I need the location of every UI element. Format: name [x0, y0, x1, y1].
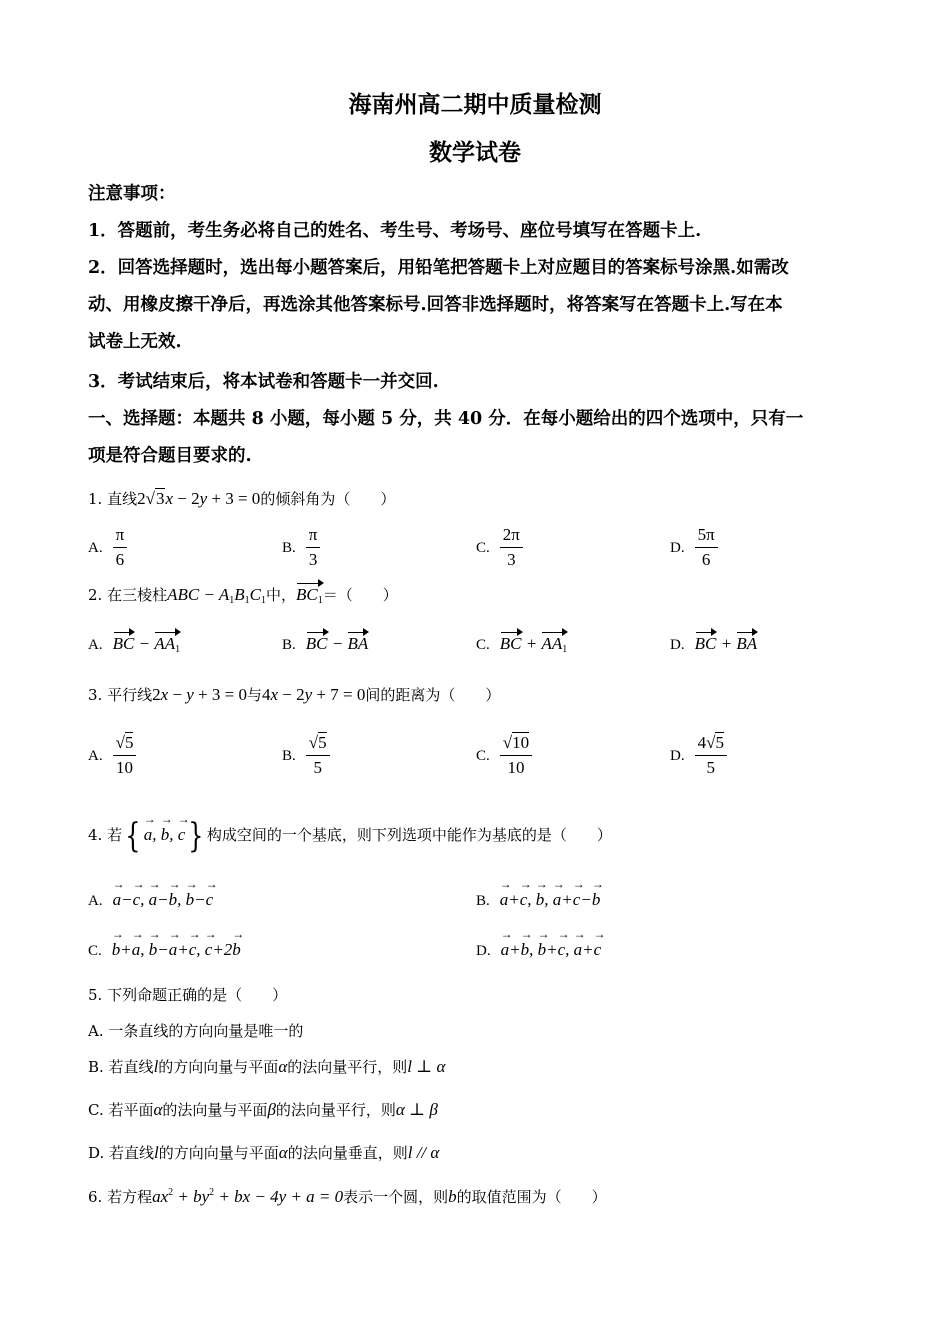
- question-3-stem: 3. 平行线2x − y + 3 = 0与4x − 2y + 7 = 0间的距离为（ ）: [88, 685, 501, 704]
- notice-item-2-line-2: 动、用橡皮擦干净后，再选涂其他答案标号.回答非选择题时，将答案写在答题卡上.写在本: [88, 295, 783, 315]
- question-2-option-d: D. BC + BA: [670, 634, 758, 653]
- question-2-prefix: 2. 在三棱柱: [88, 586, 168, 604]
- question-4-option-d: D.→ a+→ b, → b+→ c, → a+→ c: [476, 940, 601, 960]
- question-6-stem: 6. 若方程$ax^2 + by^2$ + bx − 4y + a = 0表示一个圆，则b的取值范围为（ ）: [88, 1187, 607, 1206]
- question-2-option-a: A. BC − $AA_1$: [88, 634, 181, 655]
- question-4-stem: 4. 若{→ a, → b, → c} 构成空间的一个基底，则下列选项中能作为基底的是（ ）: [88, 816, 612, 856]
- notice-heading: 注意事项：: [88, 184, 176, 204]
- exam-subtitle: 数学试卷: [429, 139, 521, 166]
- question-5-option-a: A. 一条直线的方向向量是唯一的: [88, 1022, 304, 1040]
- question-3-option-d: D. $\frac{4√5}{5}$: [670, 733, 727, 778]
- question-3-line-2: 4x − 2y + 7 = 0: [261, 685, 366, 704]
- notice-item-2-line-3: 试卷上无效.: [88, 332, 182, 352]
- question-1-stem: [88, 488, 395, 509]
- question-4-basis: → a, → b, → c: [144, 825, 186, 844]
- question-3-option-b: B. $\frac{√5}{5}$: [282, 733, 330, 778]
- question-5-option-b: B. 若直线l的方向向量与平面α的法向量平行，则l ⊥ α: [88, 1057, 446, 1076]
- question-3-line-1: 2x − y + 3 = 0: [152, 685, 247, 704]
- question-5-option-c: C. 若平面α的法向量与平面β的法向量平行，则α ⊥ β: [88, 1100, 438, 1119]
- question-4-option-b: B.→ a+→ c, → b, → a+→ c−→ b: [476, 890, 600, 910]
- question-5-option-d: D. 若直线l的方向向量与平面α的法向量垂直，则l // α: [88, 1143, 440, 1162]
- notice-item-1: 1．答题前，考生务必将自己的姓名、考生号、考场号、座位号填写在答题卡上.: [88, 221, 702, 241]
- question-2-stem: 2. 在三棱柱ABC − $A_1B_1C_1$中，$BC_1=$（ ）: [88, 585, 398, 606]
- question-1-option-a: A. $\frac{\pi}{6}$: [88, 525, 127, 570]
- question-4-option-c: C.→ b+→ a, → b−→ a+→ c, → c+2→ b: [88, 940, 241, 960]
- question-4-option-a: A.→ a−→ c, → a−→ b, → b−→ c: [88, 890, 213, 910]
- question-2-prism: ABC − $A_1B_1C_1$: [167, 585, 266, 606]
- notice-item-3: 3．考试结束后，将本试卷和答题卡一并交回.: [88, 372, 439, 392]
- question-1-equation: 2√3x − 2y + 3 = 0: [137, 489, 261, 508]
- exam-title: 海南州高二期中质量检测: [348, 91, 602, 118]
- question-2-option-c: C. BC + $AA_1$: [476, 634, 568, 655]
- question-1-option-c: C. $\frac{2\pi}{3}$: [476, 525, 523, 570]
- question-6-equation: $ax^2 + by^2$ + bx − 4y + a = 0: [152, 1187, 344, 1206]
- question-1-option-b: B. $\frac{\pi}{3}$: [282, 525, 320, 570]
- question-2-vector: $BC_1$: [296, 585, 323, 606]
- question-5-stem: 5. 下列命题正确的是（ ）: [88, 986, 288, 1004]
- question-1-option-d: D. $\frac{5\pi}{6}$: [670, 525, 718, 570]
- notice-item-2-line-1: 2．回答选择题时，选出每小题答案后，用铅笔把答题卡上对应题目的答案标号涂黑.如需改: [88, 258, 789, 278]
- question-3-option-a: A. $\frac{√5}{10}$: [88, 733, 136, 778]
- question-1-suffix: 的倾斜角为（ ）: [260, 490, 396, 508]
- question-2-option-b: B. BC − BA: [282, 634, 369, 653]
- section-heading-line-1: 一、选择题：本题共 8 小题，每小题 5 分，共 40 分．在每小题给出的四个选项中，只有一: [88, 409, 804, 429]
- question-1-prefix: 1. 直线: [88, 490, 138, 508]
- question-3-option-c: C. $\frac{√10}{10}$: [476, 733, 532, 778]
- section-heading-line-2: 项是符合题目要求的.: [88, 446, 252, 466]
